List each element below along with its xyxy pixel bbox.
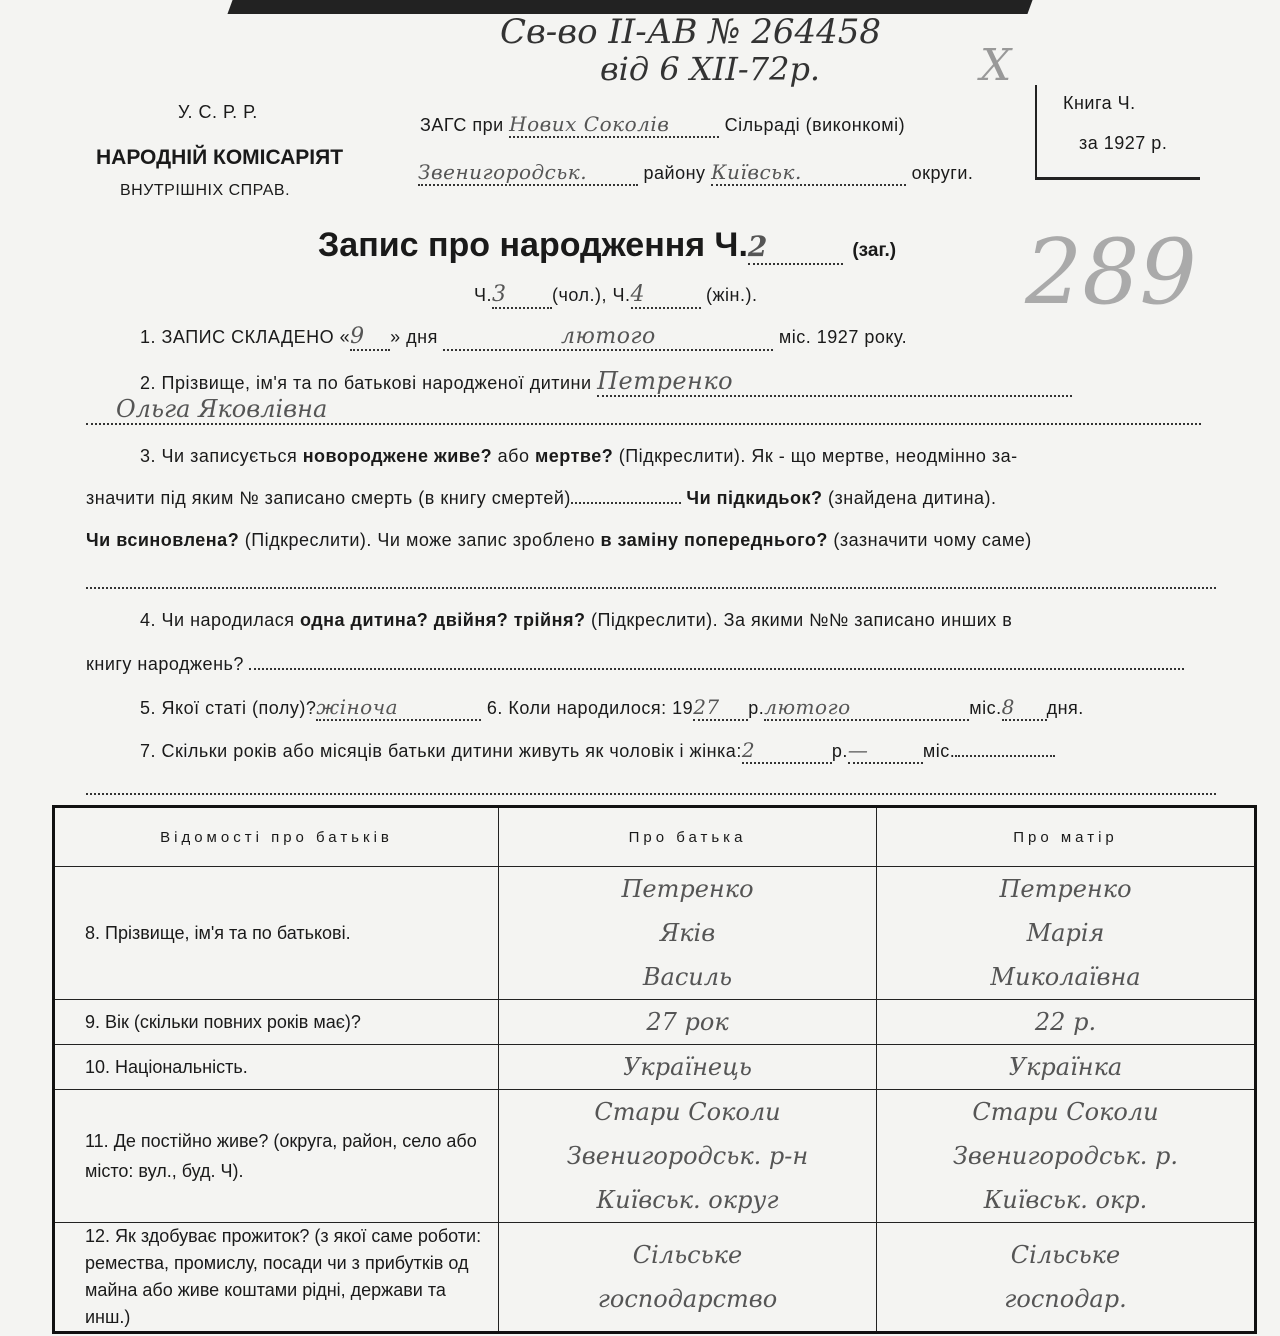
father-value: Стари Соколи xyxy=(594,1098,781,1126)
mother-value: Марія xyxy=(1026,919,1105,947)
female-label: (жін.). xyxy=(706,285,758,305)
row-label: 11. Де постійно живе? (округа, район, село або місто: вул., буд. Ч). xyxy=(54,1090,499,1223)
mother-value: Петренко xyxy=(999,875,1132,903)
f1-suffix: міс. 1927 року. xyxy=(778,327,908,347)
mother-value: Миколаївна xyxy=(990,963,1141,991)
f3-line3b: (Підкреслити). Чи може запис зроблено xyxy=(239,530,601,550)
field-5-6 xyxy=(140,695,1084,721)
field-4-line2 xyxy=(86,654,1184,675)
f7-mis: міс. xyxy=(922,741,956,761)
title-suffix: (заг.) xyxy=(852,240,897,261)
f1-month: лютого xyxy=(443,324,773,351)
field-2 xyxy=(140,367,1072,397)
record-title xyxy=(318,226,896,265)
f1-prefix: 1. ЗАПИС СКЛАДЕНО « xyxy=(140,327,351,347)
row-label: 10. Національність. xyxy=(54,1045,499,1090)
header-parents-info: Відомості про батьків xyxy=(54,807,499,867)
f6-label: 6. Коли народилося: 19 xyxy=(486,698,694,718)
father-value: Українець xyxy=(499,1045,877,1090)
book-label: Книга Ч. xyxy=(1063,93,1136,113)
book-box xyxy=(1035,85,1200,180)
district-label: району xyxy=(643,163,706,183)
father-value: Яків xyxy=(659,919,716,947)
father-value: Петренко xyxy=(621,875,754,903)
district-value: Звенигородськ. xyxy=(418,160,638,186)
mother-value: Сільське xyxy=(1010,1241,1121,1269)
row-label: 12. Як здобуває прожиток? (з якої саме роботи: ремества, промислу, посади чи з прибутків од майна або живе коштами рідні, держави та инш.) xyxy=(54,1223,499,1333)
f3-e: (Підкреслити). Як - що мертве, неодмінно за- xyxy=(613,446,1018,466)
f4-c: (Підкреслити). За якими №№ записано инших в xyxy=(585,610,1013,630)
f3-b: новороджене живе? xyxy=(302,446,493,466)
male-label: (чол.), Ч. xyxy=(552,285,631,305)
father-value: 27 рок xyxy=(499,1000,877,1045)
father-value: господарство xyxy=(597,1285,778,1313)
archive-number: 289 xyxy=(1025,220,1197,325)
row-label: 9. Вік (скільки повних років має)? xyxy=(54,1000,499,1045)
title-text: Запис про народження Ч. xyxy=(318,226,748,264)
internal-affairs-label: ВНУТРІШНІХ СПРАВ. xyxy=(120,182,291,199)
mother-value: Стари Соколи xyxy=(972,1098,1159,1126)
f6-mis: міс. xyxy=(969,698,1002,718)
zags-value: Нових Соколів xyxy=(509,112,719,138)
okrug-value: Київськ. xyxy=(711,160,906,186)
gender-count-line xyxy=(474,282,758,309)
father-cell xyxy=(499,1090,877,1223)
f6-year: 27 xyxy=(693,695,748,721)
book-year: за 1927 р. xyxy=(1079,133,1168,153)
f7-label: 7. Скільки років або місяців батьки дитини живуть як чоловік і жінка: xyxy=(140,741,742,761)
table-row xyxy=(54,1223,1256,1333)
ussr-label: У. С. Р. Р. xyxy=(178,102,258,122)
f3-d: мертве? xyxy=(534,446,614,466)
field-3-line3 xyxy=(86,530,1032,551)
parents-table xyxy=(52,805,1257,1334)
f7-years: 2 xyxy=(742,738,832,764)
f6-month: лютого xyxy=(764,695,969,721)
f5-label: 5. Якої статі (полу)? xyxy=(140,698,317,718)
field-7 xyxy=(140,738,1055,764)
f3-c: або xyxy=(492,446,535,466)
header-father: Про батька xyxy=(499,807,877,867)
table-row xyxy=(54,867,1256,1000)
row-label: 8. Прізвище, ім'я та по батькові. xyxy=(54,867,499,1000)
f3-line3d: (зазначити чому саме) xyxy=(827,530,1032,550)
mother-value: Звенигородськ. р. xyxy=(952,1142,1179,1170)
f4-line2: книгу народжень? xyxy=(86,654,244,674)
mother-value: господар. xyxy=(1004,1285,1127,1313)
field-3-line2 xyxy=(86,488,997,509)
corner-mark: Х xyxy=(980,40,1012,91)
f7-months: — xyxy=(848,738,923,764)
f6-r: р. xyxy=(748,698,765,718)
father-value: Василь xyxy=(642,963,733,991)
table-row xyxy=(54,1090,1256,1223)
table-header-row xyxy=(54,807,1256,867)
f3-line2c: (знайдена дитина). xyxy=(822,488,997,508)
f7-r: р. xyxy=(831,741,848,761)
father-value: Сільське xyxy=(632,1241,743,1269)
certificate-annotation: Св-во II-АВ № 264458 xyxy=(500,12,882,52)
commissariat-label: НАРОДНІЙ КОМІСАРІЯТ xyxy=(96,146,344,169)
f3-line3c: в заміну попереднього? xyxy=(600,530,828,550)
f3-blank-line xyxy=(86,575,1216,589)
table-row xyxy=(54,1045,1256,1090)
f6-dnya: дня. xyxy=(1046,698,1084,718)
f2-surname: Петренко xyxy=(597,367,1072,397)
f4-b: одна дитина? двійня? трійня? xyxy=(299,610,586,630)
f3-a: 3. Чи записується xyxy=(140,446,303,466)
header-mother: Про матір xyxy=(877,807,1256,867)
f2-name: Ольга Яковлівна xyxy=(86,395,1201,425)
okrug-label: округи. xyxy=(911,163,974,183)
mother-value: Українка xyxy=(877,1045,1256,1090)
field-4-line1 xyxy=(140,610,1012,631)
f1-mid: » дня xyxy=(390,327,438,347)
field-3-line1 xyxy=(140,446,1018,467)
zags-prefix: ЗАГС при xyxy=(420,115,504,135)
mother-cell xyxy=(877,867,1256,1000)
f3-line2a: значити під яким № записано смерть (в книгу смертей) xyxy=(86,488,571,508)
male-count: 3 xyxy=(492,282,552,309)
father-cell xyxy=(499,1223,877,1333)
title-number: 2 xyxy=(748,230,843,265)
table-row xyxy=(54,1000,1256,1045)
zags-suffix: Сільраді (виконкомі) xyxy=(724,115,906,135)
zags-line xyxy=(420,112,905,138)
mother-cell xyxy=(877,1090,1256,1223)
female-count: 4 xyxy=(631,282,701,309)
f5-value: жіноча xyxy=(316,695,481,721)
male-prefix: Ч. xyxy=(474,285,492,305)
f2-label: 2. Прізвище, ім'я та по батькові народженої дитини xyxy=(140,373,592,393)
district-line xyxy=(418,160,973,186)
father-value: Звенигородськ. р-н xyxy=(566,1142,809,1170)
f3-line2b: Чи підкидьок? xyxy=(686,488,823,508)
f7-blank-line xyxy=(86,783,1216,795)
f6-day: 8 xyxy=(1002,695,1047,721)
mother-value: Київськ. окр. xyxy=(983,1186,1148,1214)
certificate-date-annotation: від 6 XII-72р. xyxy=(600,50,821,88)
field-1 xyxy=(140,324,907,351)
f1-day: 9 xyxy=(350,324,390,351)
father-value: Київськ. округ xyxy=(596,1186,779,1214)
father-cell xyxy=(499,867,877,1000)
f4-a: 4. Чи народилася xyxy=(140,610,300,630)
mother-value: 22 р. xyxy=(877,1000,1256,1045)
f3-line3a: Чи всиновлена? xyxy=(86,530,240,550)
mother-cell xyxy=(877,1223,1256,1333)
